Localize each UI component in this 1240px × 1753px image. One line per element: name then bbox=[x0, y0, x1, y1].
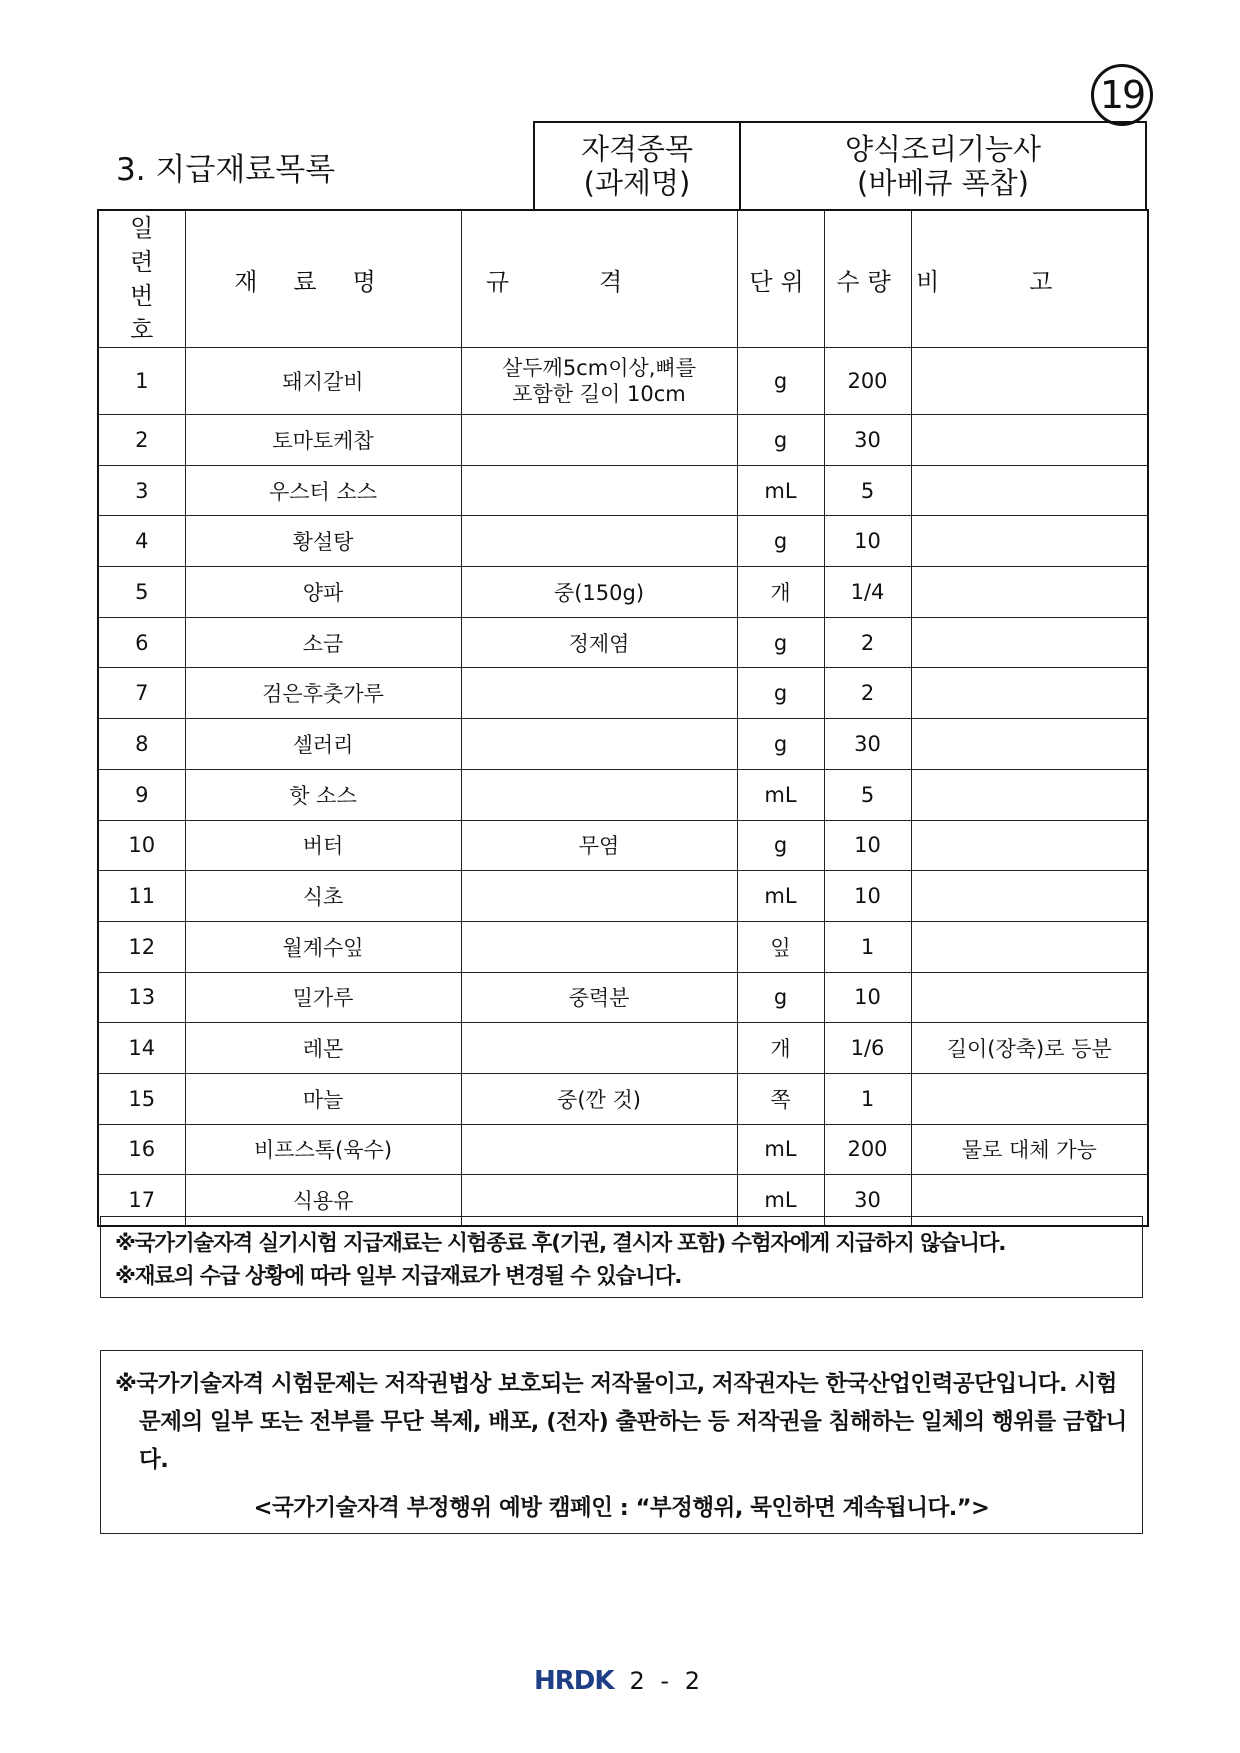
materials-table bbox=[97, 209, 1149, 1227]
supply-notice-line1: ※국가기술자격 실기시험 지급재료는 시험종료 후(기권, 결시자 포함) 수험자에게 지급하지 않습니다. bbox=[115, 1231, 1006, 1256]
cell-material-name: 돼지갈비 bbox=[185, 348, 461, 415]
cell-unit: g bbox=[737, 415, 824, 466]
qualification-value-line1: 양식조리기능사 bbox=[844, 132, 1042, 166]
cell-quantity: 5 bbox=[824, 769, 911, 820]
cell-serial-no: 3 bbox=[98, 465, 185, 516]
cell-unit: g bbox=[737, 668, 824, 719]
cell-note: 길이(장축)로 등분 bbox=[911, 1023, 1148, 1074]
cell-note bbox=[911, 617, 1148, 668]
cell-unit: mL bbox=[737, 1175, 824, 1226]
table-row bbox=[98, 972, 1148, 1023]
cell-unit: 쪽 bbox=[737, 1073, 824, 1124]
cell-spec bbox=[461, 921, 737, 972]
table-row bbox=[98, 820, 1148, 871]
header-serial-no-line1: 일 련 bbox=[130, 214, 164, 276]
table-row bbox=[98, 921, 1148, 972]
cell-material-name: 레몬 bbox=[185, 1023, 461, 1074]
cell-material-name: 토마토케찹 bbox=[185, 415, 461, 466]
cell-material-name: 마늘 bbox=[185, 1073, 461, 1124]
cell-serial-no: 13 bbox=[98, 972, 185, 1023]
cell-note bbox=[911, 769, 1148, 820]
header-unit: 단위 bbox=[737, 210, 824, 348]
footer bbox=[534, 1666, 704, 1696]
cell-note bbox=[911, 348, 1148, 415]
cell-quantity: 200 bbox=[824, 1124, 911, 1175]
cell-serial-no: 17 bbox=[98, 1175, 185, 1226]
cell-quantity: 30 bbox=[824, 415, 911, 466]
cell-spec bbox=[461, 465, 737, 516]
cell-quantity: 200 bbox=[824, 348, 911, 415]
header-serial-no bbox=[98, 210, 185, 348]
supply-notice bbox=[100, 1216, 1143, 1298]
table-row bbox=[98, 871, 1148, 922]
cell-material-name: 황설탕 bbox=[185, 516, 461, 567]
cell-serial-no: 4 bbox=[98, 516, 185, 567]
cell-quantity: 1 bbox=[824, 1073, 911, 1124]
cell-material-name: 핫 소스 bbox=[185, 769, 461, 820]
cell-unit: 개 bbox=[737, 567, 824, 618]
supply-notice-line2: ※재료의 수급 상황에 따라 일부 지급재료가 변경될 수 있습니다. bbox=[115, 1264, 682, 1289]
cell-serial-no: 10 bbox=[98, 820, 185, 871]
cell-spec bbox=[461, 1124, 737, 1175]
cell-spec: 중력분 bbox=[461, 972, 737, 1023]
header-spec: 규격 bbox=[461, 210, 737, 348]
cell-spec: 중(150g) bbox=[461, 567, 737, 618]
cell-note bbox=[911, 972, 1148, 1023]
table-row bbox=[98, 668, 1148, 719]
cell-spec bbox=[461, 415, 737, 466]
cell-serial-no: 8 bbox=[98, 719, 185, 770]
table-row bbox=[98, 1073, 1148, 1124]
cell-note bbox=[911, 921, 1148, 972]
cell-unit: mL bbox=[737, 465, 824, 516]
cell-unit: g bbox=[737, 972, 824, 1023]
cell-serial-no: 14 bbox=[98, 1023, 185, 1074]
cell-quantity: 30 bbox=[824, 1175, 911, 1226]
cell-spec: 중(깐 것) bbox=[461, 1073, 737, 1124]
cell-spec bbox=[461, 516, 737, 567]
cell-quantity: 10 bbox=[824, 972, 911, 1023]
cell-serial-no: 7 bbox=[98, 668, 185, 719]
cell-spec bbox=[461, 668, 737, 719]
cell-unit: g bbox=[737, 820, 824, 871]
cell-quantity: 2 bbox=[824, 668, 911, 719]
cell-unit: 잎 bbox=[737, 921, 824, 972]
table-row bbox=[98, 348, 1148, 415]
cell-note bbox=[911, 668, 1148, 719]
cell-unit: 개 bbox=[737, 1023, 824, 1074]
cell-spec bbox=[461, 719, 737, 770]
cell-serial-no: 16 bbox=[98, 1124, 185, 1175]
qualification-box bbox=[533, 121, 1147, 209]
copyright-notice-body: ※국가기술자격 시험문제는 저작권법상 보호되는 저작물이고, 저작권자는 한국산업인력공단입니다. 시험문제의 일부 또는 전부를 무단 복제, 배포, (전자) 출판하는 등 저작권을 침해하는 일체의 행위를 금합니다. bbox=[115, 1371, 1127, 1473]
cell-material-name: 셀러리 bbox=[185, 719, 461, 770]
qualification-label-line1: 자격종목 bbox=[580, 132, 694, 166]
cell-unit: mL bbox=[737, 769, 824, 820]
cell-spec bbox=[461, 1023, 737, 1074]
table-row bbox=[98, 415, 1148, 466]
cell-note bbox=[911, 1073, 1148, 1124]
table-row bbox=[98, 465, 1148, 516]
qualification-value bbox=[741, 123, 1145, 209]
cell-material-name: 버터 bbox=[185, 820, 461, 871]
cell-note bbox=[911, 871, 1148, 922]
qualification-value-line2: (바베큐 폭찹) bbox=[857, 166, 1029, 200]
cell-note bbox=[911, 415, 1148, 466]
cell-serial-no: 1 bbox=[98, 348, 185, 415]
cell-spec bbox=[461, 871, 737, 922]
cell-unit: g bbox=[737, 516, 824, 567]
table-row bbox=[98, 617, 1148, 668]
cell-material-name: 우스터 소스 bbox=[185, 465, 461, 516]
cell-unit: g bbox=[737, 719, 824, 770]
cell-spec: 정제염 bbox=[461, 617, 737, 668]
header-quantity: 수량 bbox=[824, 210, 911, 348]
page-number-badge: 19 bbox=[1091, 64, 1153, 126]
cell-quantity: 1/4 bbox=[824, 567, 911, 618]
cell-spec-line1: 살두께5cm이상,뼈를 bbox=[501, 356, 697, 380]
cell-serial-no: 11 bbox=[98, 871, 185, 922]
hrdk-logo: HRDK bbox=[534, 1666, 614, 1696]
cell-quantity: 10 bbox=[824, 871, 911, 922]
section-title: 3. 지급재료목록 bbox=[116, 152, 336, 188]
cell-note: 물로 대체 가능 bbox=[911, 1124, 1148, 1175]
cell-spec bbox=[461, 348, 737, 415]
cell-note bbox=[911, 567, 1148, 618]
header-material-name: 재료명 bbox=[185, 210, 461, 348]
cell-unit: g bbox=[737, 617, 824, 668]
qualification-label bbox=[535, 123, 741, 209]
header-note: 비고 bbox=[911, 210, 1148, 348]
cell-serial-no: 5 bbox=[98, 567, 185, 618]
cell-spec bbox=[461, 769, 737, 820]
footer-page-number: 2 - 2 bbox=[629, 1667, 704, 1695]
qualification-label-line2: (과제명) bbox=[583, 166, 691, 200]
header-serial-no-line2: 번 호 bbox=[130, 282, 164, 344]
cell-material-name: 양파 bbox=[185, 567, 461, 618]
table-row bbox=[98, 1023, 1148, 1074]
cell-unit: g bbox=[737, 348, 824, 415]
cell-quantity: 1/6 bbox=[824, 1023, 911, 1074]
table-row bbox=[98, 769, 1148, 820]
cell-material-name: 비프스톡(육수) bbox=[185, 1124, 461, 1175]
cell-quantity: 1 bbox=[824, 921, 911, 972]
cell-quantity: 5 bbox=[824, 465, 911, 516]
cell-unit: mL bbox=[737, 1124, 824, 1175]
cell-note bbox=[911, 516, 1148, 567]
cell-note bbox=[911, 465, 1148, 516]
cell-spec-line2: 포함한 길이 10cm bbox=[512, 382, 686, 406]
table-row bbox=[98, 516, 1148, 567]
cell-note bbox=[911, 820, 1148, 871]
table-row bbox=[98, 719, 1148, 770]
cell-serial-no: 9 bbox=[98, 769, 185, 820]
cell-quantity: 10 bbox=[824, 820, 911, 871]
table-row bbox=[98, 1124, 1148, 1175]
table-row bbox=[98, 567, 1148, 618]
cell-note bbox=[911, 719, 1148, 770]
cell-serial-no: 12 bbox=[98, 921, 185, 972]
cell-material-name: 소금 bbox=[185, 617, 461, 668]
cell-spec: 무염 bbox=[461, 820, 737, 871]
cell-quantity: 10 bbox=[824, 516, 911, 567]
copyright-notice bbox=[100, 1350, 1143, 1534]
table-header-row bbox=[98, 210, 1148, 348]
cell-unit: mL bbox=[737, 871, 824, 922]
cell-material-name: 검은후춧가루 bbox=[185, 668, 461, 719]
campaign-slogan: <국가기술자격 부정행위 예방 캠페인 : “부정행위, 묵인하면 계속됩니다.”> bbox=[253, 1495, 990, 1521]
cell-quantity: 2 bbox=[824, 617, 911, 668]
cell-material-name: 월계수잎 bbox=[185, 921, 461, 972]
cell-serial-no: 6 bbox=[98, 617, 185, 668]
cell-material-name: 식초 bbox=[185, 871, 461, 922]
cell-material-name: 식용유 bbox=[185, 1175, 461, 1226]
cell-serial-no: 2 bbox=[98, 415, 185, 466]
cell-serial-no: 15 bbox=[98, 1073, 185, 1124]
cell-material-name: 밀가루 bbox=[185, 972, 461, 1023]
cell-quantity: 30 bbox=[824, 719, 911, 770]
